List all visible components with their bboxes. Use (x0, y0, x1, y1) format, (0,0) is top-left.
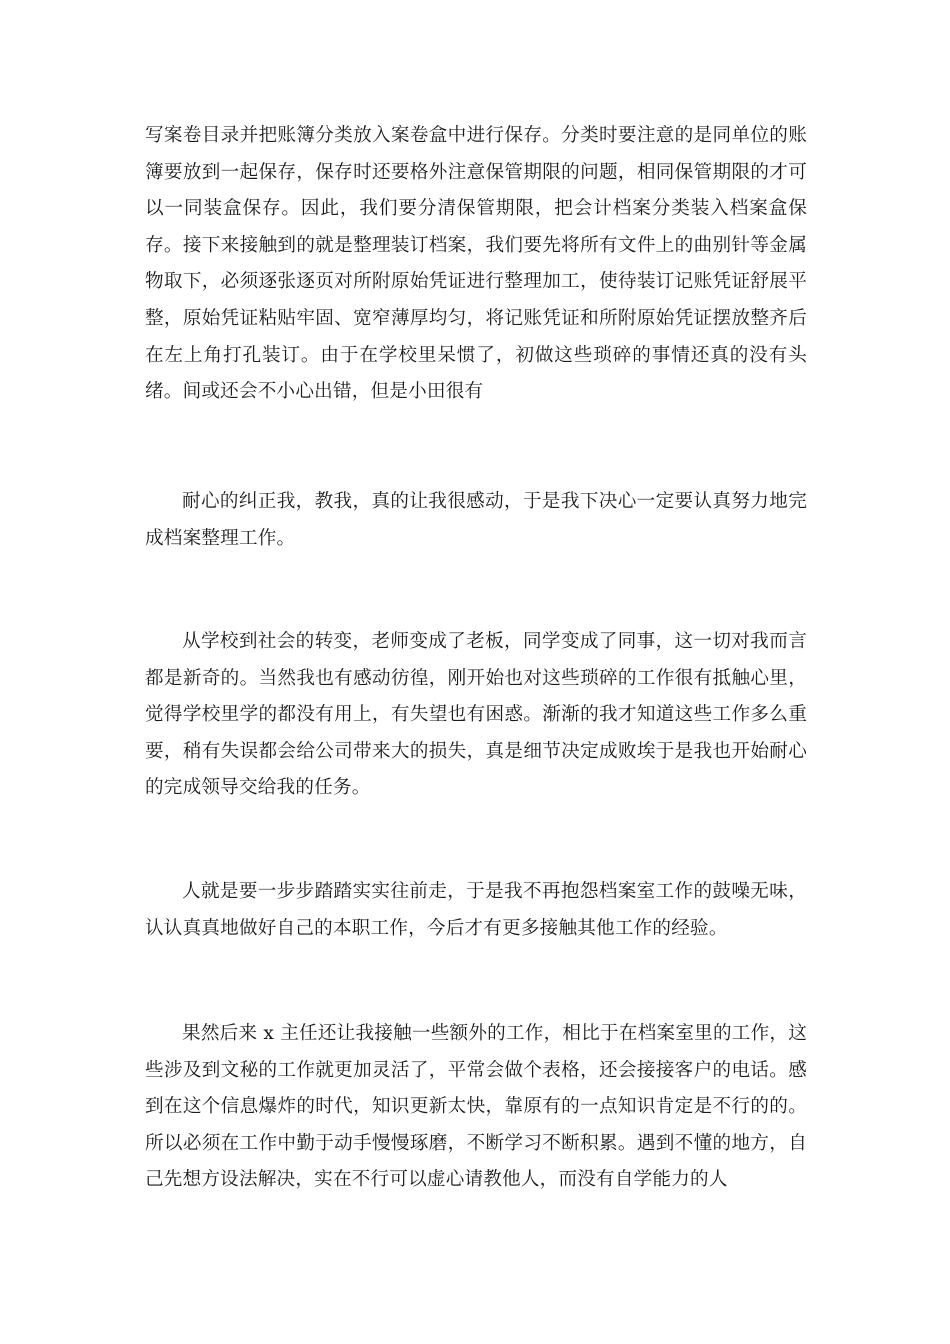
paragraph-2: 耐心的纠正我，教我，真的让我很感动，于是我下决心一定要认真努力地完成档案整理工作。 (145, 491, 807, 549)
paragraph-1: 写案卷目录并把账簿分类放入案卷盒中进行保存。分类时要注意的是同单位的账簿要放到一起保存，保存时还要格外注意保管期限的问题，相同保管期限的才可以一同装盒保存。因此，我们要分清保管期限，把会计档案分类装入档案盒保存。接下来接触到的就是整理装订档案，我们要先将所有文件上的曲别针等金属物取下，必须逐张逐页对所附原始凭证进行整理加工，使待装订记账凭证舒展平整，原始凭证粘贴牢固、宽窄薄厚均匀，将记账凭证和所附原始凭证摆放整齐后在左上角打孔装订。由于在学校里呆惯了，初做这些琐碎的事情还真的没有头绪。间或还会不小心出错，但是小田很有 (145, 125, 807, 403)
paragraph-3: 从学校到社会的转变，老师变成了老板，同学变成了同事，这一切对我而言都是新奇的。当然我也有感动彷徨，刚开始也对这些琐碎的工作很有抵触心里，觉得学校里学的都没有用上，有失望也有困惑。渐渐的我才知道这些工作多么重要，稍有失误都会给公司带来大的损失，真是细节决定成败埃于是我也开始耐心的完成领导交给我的任务。 (145, 631, 807, 799)
paragraph-4: 人就是要一步步踏踏实实往前走，于是我不再抱怨档案室工作的鼓噪无味，认认真真地做好自己的本职工作，今后才有更多接触其他工作的经验。 (145, 881, 807, 939)
paragraph-5: 果然后来 x 主任还让我接触一些额外的工作，相比于在档案室里的工作，这些涉及到文秘的工作就更加灵活了，平常会做个表格，还会接接客户的电话。感到在这个信息爆炸的时代，知识更新太快，靠原有的一点知识肯定是不行的的。所以必须在工作中勤于动手慢慢琢磨，不断学习不断积累。遇到不懂的地方，自己先想方设法解决，实在不行可以虚心请教他人，而没有自学能力的人 (145, 1023, 807, 1191)
